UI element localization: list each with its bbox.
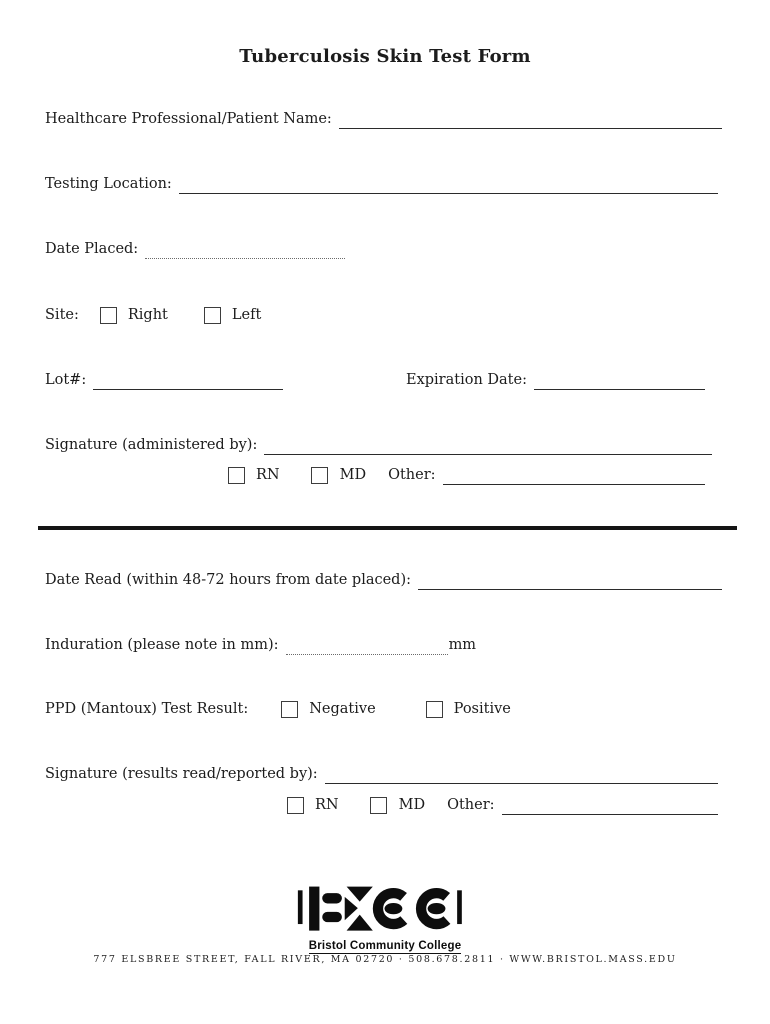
lot-label: Lot#: (45, 372, 87, 388)
induration-label: Induration (please note in mm): (45, 637, 279, 653)
site-right-checkbox[interactable] (100, 307, 117, 324)
read-md-label: MD (398, 797, 426, 813)
expiration-label: Expiration Date: (406, 372, 527, 388)
ppd-negative-label: Negative (309, 701, 376, 717)
read-rn-checkbox[interactable] (287, 797, 304, 814)
section-divider (38, 526, 737, 530)
page-title: Tuberculosis Skin Test Form (239, 46, 531, 67)
footer-address: 777 ELSBREE STREET, FALL RIVER, MA 02720 · 508.678.2811 · WWW.BRISTOL.MASS.EDU (93, 954, 677, 965)
signature-read-row (45, 765, 718, 784)
expiration-input-line[interactable] (534, 372, 705, 390)
date-placed-label: Date Placed: (45, 241, 139, 257)
site-left-checkbox[interactable] (204, 307, 221, 324)
testing-location-input-line[interactable] (179, 176, 718, 194)
site-row (45, 306, 261, 325)
date-read-label: Date Read (within 48-72 hours from date placed): (45, 572, 411, 588)
admin-credential-row (228, 466, 705, 485)
signature-admin-input-line[interactable] (264, 437, 712, 455)
admin-other-input-line[interactable] (443, 467, 705, 485)
ppd-result-row (45, 700, 511, 719)
admin-md-checkbox[interactable] (311, 467, 328, 484)
site-left-label: Left (231, 307, 262, 323)
name-row (45, 110, 722, 129)
lot-input-line[interactable] (93, 372, 283, 390)
testing-location-row (45, 175, 718, 194)
logo-college-name: Bristol Community College (308, 940, 462, 952)
date-read-row (45, 571, 722, 590)
signature-admin-label: Signature (administered by): (45, 437, 258, 453)
induration-unit-label: mm (448, 637, 477, 653)
admin-rn-label: RN (256, 467, 280, 483)
ppd-positive-label: Positive (453, 701, 511, 717)
admin-other-label: Other: (388, 467, 436, 483)
admin-md-label: MD (339, 467, 367, 483)
bcc-logo-mark (296, 886, 474, 934)
read-rn-label: RN (315, 797, 339, 813)
date-placed-row (45, 240, 345, 259)
read-md-checkbox[interactable] (370, 797, 387, 814)
site-label: Site: (45, 307, 79, 323)
read-other-label: Other: (447, 797, 495, 813)
induration-input-line[interactable] (286, 637, 448, 655)
ppd-negative-checkbox[interactable] (281, 701, 298, 718)
name-label: Healthcare Professional/Patient Name: (45, 111, 332, 127)
admin-rn-checkbox[interactable] (228, 467, 245, 484)
read-credential-row (287, 796, 718, 815)
signature-read-label: Signature (results read/reported by): (45, 766, 318, 782)
date-read-input-line[interactable] (418, 572, 722, 590)
ppd-positive-checkbox[interactable] (426, 701, 443, 718)
site-right-label: Right (127, 307, 168, 323)
read-other-input-line[interactable] (502, 797, 718, 815)
testing-location-label: Testing Location: (45, 176, 172, 192)
bcc-logo (285, 886, 485, 954)
expiration-row (406, 371, 705, 390)
induration-row (45, 636, 476, 655)
date-placed-input-line[interactable] (145, 241, 345, 259)
ppd-label: PPD (Mantoux) Test Result: (45, 701, 249, 717)
signature-read-input-line[interactable] (325, 766, 718, 784)
signature-admin-row (45, 436, 712, 455)
name-input-line[interactable] (339, 111, 722, 129)
lot-row (45, 371, 283, 390)
